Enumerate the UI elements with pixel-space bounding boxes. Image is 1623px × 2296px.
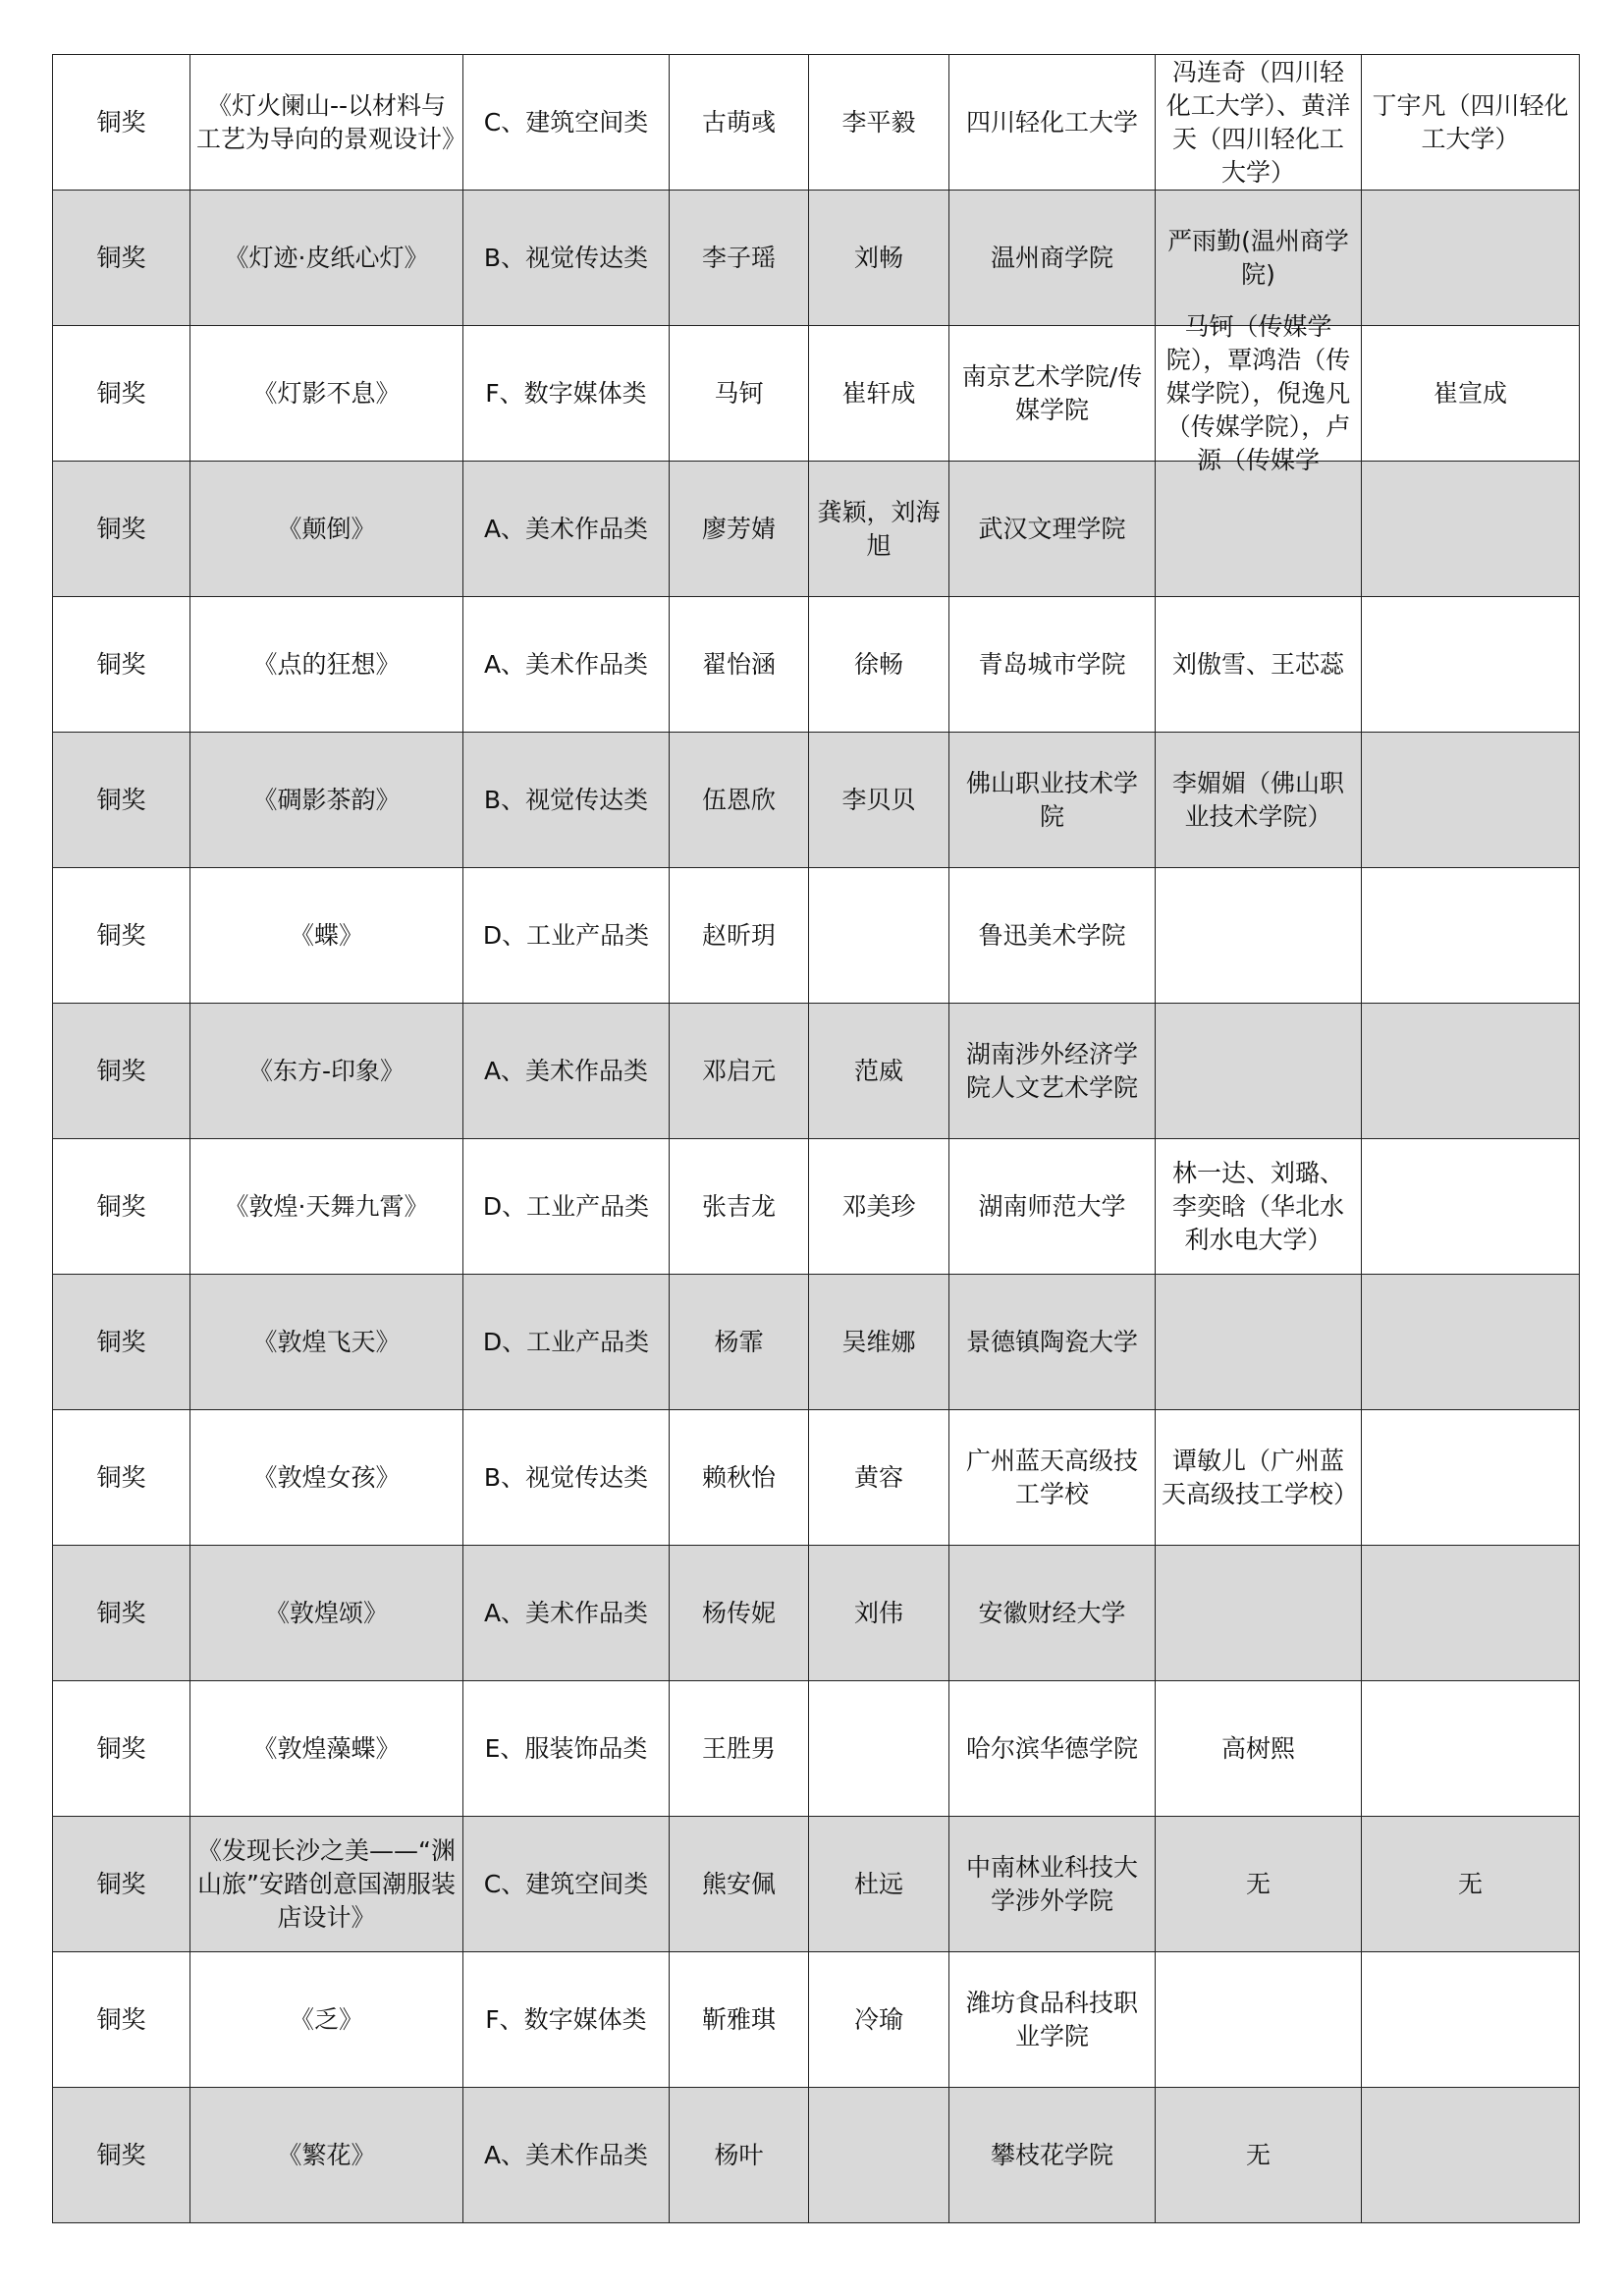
author-cell: 邓启元 [670,1004,809,1139]
school-cell: 攀枝花学院 [949,2088,1156,2223]
team-members-cell [1156,1004,1362,1139]
team-members-cell [1156,1952,1362,2088]
work-title-cell: 《灯迹·皮纸心灯》 [190,191,463,326]
advisor-cell [809,868,949,1004]
extra-members-cell [1362,1410,1580,1546]
advisor-cell: 黄容 [809,1410,949,1546]
category-cell: B、视觉传达类 [463,1410,670,1546]
category-cell: D、工业产品类 [463,868,670,1004]
work-title-cell: 《敦煌藻蝶》 [190,1681,463,1817]
extra-members-cell [1362,733,1580,868]
extra-members-cell [1362,1139,1580,1275]
work-title-cell: 《敦煌女孩》 [190,1410,463,1546]
extra-members-cell: 崔宣成 [1362,326,1580,462]
author-cell: 古萌彧 [670,55,809,191]
award-cell: 铜奖 [53,597,190,733]
table-row [53,326,1580,462]
category-cell: B、视觉传达类 [463,191,670,326]
table-row [53,462,1580,597]
table-row [53,191,1580,326]
category-cell: B、视觉传达类 [463,733,670,868]
award-cell: 铜奖 [53,2088,190,2223]
extra-members-cell [1362,1275,1580,1410]
award-table [52,54,1580,2223]
team-members-cell [1156,868,1362,1004]
category-cell: E、服装饰品类 [463,1681,670,1817]
table-row [53,1275,1580,1410]
award-cell: 铜奖 [53,1410,190,1546]
author-cell: 张吉龙 [670,1139,809,1275]
author-cell: 马钶 [670,326,809,462]
author-cell: 赖秋怡 [670,1410,809,1546]
work-title-cell: 《颠倒》 [190,462,463,597]
extra-members-cell [1362,2088,1580,2223]
advisor-cell: 邓美珍 [809,1139,949,1275]
advisor-cell: 李平毅 [809,55,949,191]
award-cell: 铜奖 [53,1952,190,2088]
award-cell: 铜奖 [53,462,190,597]
extra-members-cell [1362,1546,1580,1681]
award-cell: 铜奖 [53,1139,190,1275]
category-cell: A、美术作品类 [463,597,670,733]
school-cell: 哈尔滨华德学院 [949,1681,1156,1817]
school-cell: 四川轻化工大学 [949,55,1156,191]
advisor-cell: 吴维娜 [809,1275,949,1410]
advisor-cell [809,2088,949,2223]
award-cell: 铜奖 [53,1275,190,1410]
school-cell: 武汉文理学院 [949,462,1156,597]
school-cell: 景德镇陶瓷大学 [949,1275,1156,1410]
work-title-cell: 《敦煌·天舞九霄》 [190,1139,463,1275]
team-members-cell [1156,1546,1362,1681]
school-cell: 南京艺术学院/传媒学院 [949,326,1156,462]
advisor-cell: 杜远 [809,1817,949,1952]
work-title-cell: 《敦煌颂》 [190,1546,463,1681]
table-row [53,2088,1580,2223]
extra-members-cell [1362,868,1580,1004]
table-row [53,597,1580,733]
table-row [53,1004,1580,1139]
work-title-cell: 《发现长沙之美——“渊山旅”安踏创意国潮服装店设计》 [190,1817,463,1952]
award-cell: 铜奖 [53,1004,190,1139]
category-cell: A、美术作品类 [463,1004,670,1139]
team-members-cell [1156,1275,1362,1410]
team-members-cell: 无 [1156,2088,1362,2223]
team-members-cell-text: 马钶（传媒学院），覃鸿浩（传媒学院），倪逸凡（传媒学院），卢源（传媒学 [1165,311,1351,474]
award-cell: 铜奖 [53,55,190,191]
author-cell: 伍恩欣 [670,733,809,868]
team-members-cell: 林一达、刘璐、李奕晗（华北水利水电大学） [1156,1139,1362,1275]
table-row [53,1681,1580,1817]
work-title-cell: 《点的狂想》 [190,597,463,733]
team-members-cell: 严雨勤(温州商学院) [1156,191,1362,326]
school-cell: 温州商学院 [949,191,1156,326]
category-cell: C、建筑空间类 [463,1817,670,1952]
school-cell: 中南林业科技大学涉外学院 [949,1817,1156,1952]
author-cell: 翟怡涵 [670,597,809,733]
school-cell: 鲁迅美术学院 [949,868,1156,1004]
school-cell: 广州蓝天高级技工学校 [949,1410,1156,1546]
school-cell: 青岛城市学院 [949,597,1156,733]
author-cell: 靳雅琪 [670,1952,809,2088]
team-members-cell: 李媚媚（佛山职业技术学院） [1156,733,1362,868]
award-cell: 铜奖 [53,1817,190,1952]
extra-members-cell [1362,1681,1580,1817]
table-row [53,733,1580,868]
category-cell: F、数字媒体类 [463,326,670,462]
work-title-cell: 《繁花》 [190,2088,463,2223]
school-cell: 潍坊食品科技职业学院 [949,1952,1156,2088]
advisor-cell: 冷瑜 [809,1952,949,2088]
award-cell: 铜奖 [53,191,190,326]
extra-members-cell [1362,1952,1580,2088]
school-cell: 安徽财经大学 [949,1546,1156,1681]
category-cell: C、建筑空间类 [463,55,670,191]
advisor-cell: 刘畅 [809,191,949,326]
work-title-cell: 《乏》 [190,1952,463,2088]
advisor-cell: 徐畅 [809,597,949,733]
work-title-cell: 《灯火阑山--以材料与工艺为导向的景观设计》 [190,55,463,191]
extra-members-cell: 丁宇凡（四川轻化工大学） [1362,55,1580,191]
school-cell: 湖南涉外经济学院人文艺术学院 [949,1004,1156,1139]
team-members-cell: 刘傲雪、王芯蕊 [1156,597,1362,733]
advisor-cell: 崔轩成 [809,326,949,462]
extra-members-cell [1362,597,1580,733]
award-cell: 铜奖 [53,868,190,1004]
table-row [53,1817,1580,1952]
category-cell: D、工业产品类 [463,1275,670,1410]
category-cell: A、美术作品类 [463,2088,670,2223]
team-members-cell [1156,462,1362,597]
team-members-cell: 冯连奇（四川轻化工大学）、黄洋天（四川轻化工大学） [1156,55,1362,191]
work-title-cell: 《灯影不息》 [190,326,463,462]
table-row [53,1139,1580,1275]
table-body [53,55,1580,2223]
table-row [53,55,1580,191]
table-row [53,1546,1580,1681]
team-members-cell: 谭敏儿（广州蓝天高级技工学校） [1156,1410,1362,1546]
school-cell: 湖南师范大学 [949,1139,1156,1275]
author-cell: 赵昕玥 [670,868,809,1004]
author-cell: 廖芳婧 [670,462,809,597]
advisor-cell [809,1681,949,1817]
advisor-cell: 范威 [809,1004,949,1139]
author-cell: 熊安佩 [670,1817,809,1952]
team-members-cell: 无 [1156,1817,1362,1952]
author-cell: 李子瑶 [670,191,809,326]
author-cell: 杨霏 [670,1275,809,1410]
extra-members-cell: 无 [1362,1817,1580,1952]
work-title-cell: 《碉影茶韵》 [190,733,463,868]
category-cell: D、工业产品类 [463,1139,670,1275]
school-cell: 佛山职业技术学院 [949,733,1156,868]
advisor-cell: 龚颖，刘海旭 [809,462,949,597]
advisor-cell: 刘伟 [809,1546,949,1681]
award-cell: 铜奖 [53,1681,190,1817]
award-cell: 铜奖 [53,326,190,462]
table-row [53,1410,1580,1546]
work-title-cell: 《敦煌飞天》 [190,1275,463,1410]
category-cell: F、数字媒体类 [463,1952,670,2088]
work-title-cell: 《东方-印象》 [190,1004,463,1139]
advisor-cell: 李贝贝 [809,733,949,868]
team-members-cell [1156,311,1362,474]
author-cell: 杨传妮 [670,1546,809,1681]
category-cell: A、美术作品类 [463,1546,670,1681]
award-cell: 铜奖 [53,733,190,868]
table-row [53,868,1580,1004]
extra-members-cell [1362,191,1580,326]
work-title-cell: 《蝶》 [190,868,463,1004]
extra-members-cell [1362,462,1580,597]
award-cell: 铜奖 [53,1546,190,1681]
team-members-cell: 高树熙 [1156,1681,1362,1817]
extra-members-cell [1362,1004,1580,1139]
category-cell: A、美术作品类 [463,462,670,597]
author-cell: 王胜男 [670,1681,809,1817]
author-cell: 杨叶 [670,2088,809,2223]
table-row [53,1952,1580,2088]
